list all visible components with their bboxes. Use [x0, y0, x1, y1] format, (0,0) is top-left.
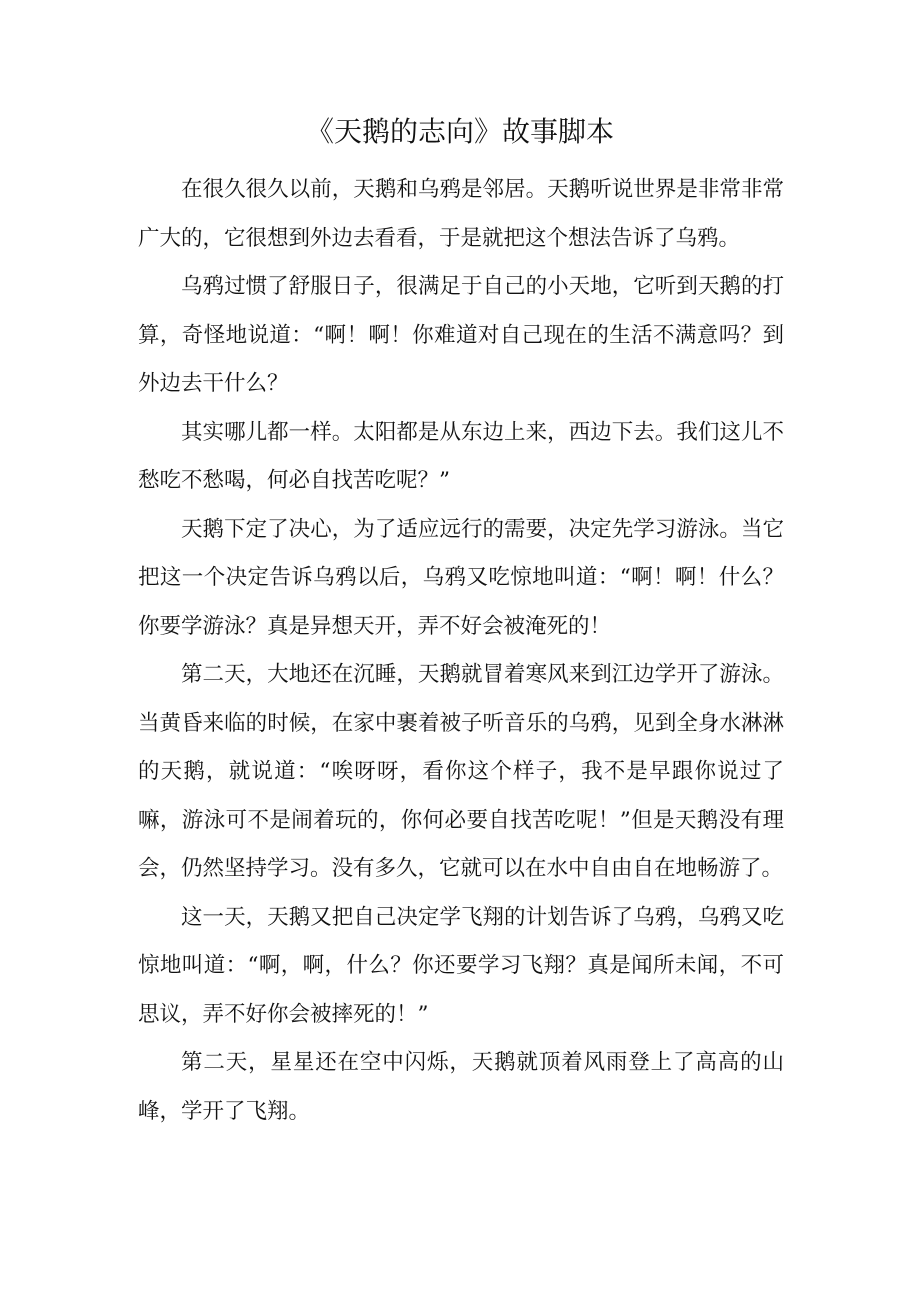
paragraph-4: 天鹅下定了决心，为了适应远行的需要，决定先学习游泳。当它把这一个决定告诉乌鸦以后，乌鸦又吃惊地叫道：“啊！啊！什么？你要学游泳？真是异想天开，弄不好会被淹死的！ — [138, 516, 784, 639]
paragraph-5: 第二天，大地还在沉睡，天鹅就冒着寒风来到江边学开了游泳。当黄昏来临的时候，在家中裹着被子听音乐的乌鸦，见到全身水淋淋的天鹅，就说道：“唉呀呀，看你这个样子，我不是早跟你说过了嘛，游泳可不是闹着玩的，你何必要自找苦吃呢！”但是天鹅没有理会，仍然坚持学习。没有多久，它就可以在水中自由自在地畅游了。 — [138, 662, 784, 881]
paragraph-3: 其实哪儿都一样。太阳都是从东边上来，西边下去。我们这儿不愁吃不愁喝，何必自找苦吃呢？” — [138, 419, 784, 493]
paragraph-7: 第二天，星星还在空中闪烁，天鹅就顶着风雨登上了高高的山峰，学开了飞翔。 — [138, 1050, 784, 1124]
paragraph-6: 这一天，天鹅又把自己决定学飞翔的计划告诉了乌鸦，乌鸦又吃惊地叫道：“啊，啊，什么？你还要学习飞翔？真是闻所未闻，不可思议，弄不好你会被摔死的！” — [138, 904, 784, 1027]
document-title: 《天鹅的志向》故事脚本 — [305, 115, 614, 148]
paragraph-2: 乌鸦过惯了舒服日子，很满足于自己的小天地，它听到天鹅的打算，奇怪地说道：“啊！啊！你难道对自己现在的生活不满意吗？到外边去干什么？ — [138, 274, 784, 396]
paragraph-1: 在很久很久以前，天鹅和乌鸦是邻居。天鹅听说世界是非常非常广大的，它很想到外边去看看，于是就把这个想法告诉了乌鸦。 — [138, 177, 784, 251]
document-body — [138, 166, 784, 1136]
